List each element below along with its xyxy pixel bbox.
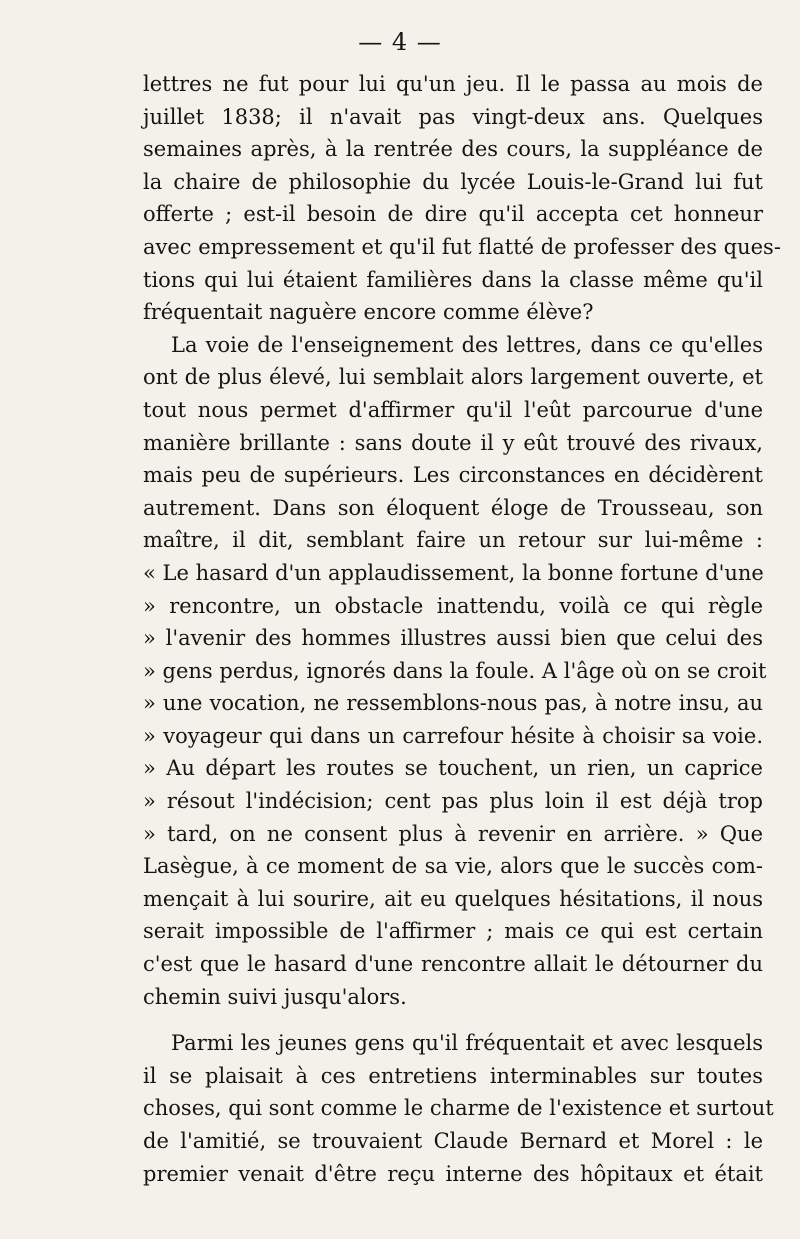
text-line: semaines après, à la rentrée des cours, la suppléance de: [143, 137, 763, 162]
text-line: » résout l'indécision; cent pas plus loin il est déjà trop: [143, 789, 763, 814]
text-line: mençait à lui sourire, ait eu quelques hésitations, il nous: [143, 886, 763, 911]
body-text: [143, 68, 781, 1190]
text-line: de l'amitié, se trouvaient Claude Bernard et Morel : le: [143, 1129, 763, 1153]
text-line: c'est que le hasard d'une rencontre allait le détourner du: [143, 952, 763, 977]
text-line: tout nous permet d'affirmer qu'il l'eût parcourue d'une: [143, 397, 763, 422]
text-line: » Au départ les routes se touchent, un rien, un caprice: [143, 756, 763, 781]
text-line: » voyageur qui dans un carrefour hésite à choisir sa voie.: [143, 723, 763, 748]
paragraph-gap: [143, 1013, 763, 1027]
text-line: ont de plus élevé, lui semblait alors largement ouverte, et: [143, 365, 763, 390]
text-line: autrement. Dans son éloquent éloge de Trousseau, son: [143, 495, 763, 520]
page-number: — 4 —: [358, 28, 442, 56]
text-line: tions qui lui étaient familières dans la classe même qu'il: [143, 267, 763, 292]
text-line: manière brillante : sans doute il y eût trouvé des rivaux,: [143, 430, 763, 455]
text-line: serait impossible de l'affirmer ; mais ce qui est certain: [143, 919, 763, 944]
text-line: Lasègue, à ce moment de sa vie, alors que le succès com-: [143, 854, 763, 879]
text-line: » une vocation, ne ressemblons-nous pas, à notre insu, au: [143, 691, 763, 716]
text-line: » rencontre, un obstacle inattendu, voilà ce qui règle: [143, 593, 763, 618]
text-line: offerte ; est-il besoin de dire qu'il accepta cet honneur: [143, 202, 763, 227]
text-line: » tard, on ne consent plus à revenir en arrière. » Que: [143, 821, 763, 846]
text-line: » l'avenir des hommes illustres aussi bien que celui des: [143, 626, 763, 651]
text-line: premier venait d'être reçu interne des hôpitaux et était: [143, 1161, 763, 1186]
text-line: La voie de l'enseignement des lettres, dans ce qu'elles: [171, 332, 763, 357]
text-line: la chaire de philosophie du lycée Louis-le-Grand lui fut: [143, 169, 763, 194]
text-line: fréquentait naguère encore comme élève?: [143, 300, 594, 325]
text-line: chemin suivi jusqu'alors.: [143, 984, 407, 1009]
paragraph: [143, 68, 781, 329]
paragraph: [143, 329, 767, 1013]
paragraph: [143, 1027, 774, 1190]
text-line: » gens perdus, ignorés dans la foule. A l'âge où on se croit: [143, 658, 767, 683]
text-line: juillet 1838; il n'avait pas vingt-deux ans. Quelques: [143, 104, 763, 129]
text-line: « Le hasard d'un applaudissement, la bonne fortune d'une: [143, 560, 764, 585]
text-line: choses, qui sont comme le charme de l'existence et surtout: [143, 1096, 774, 1121]
text-line: Parmi les jeunes gens qu'il fréquentait et avec lesquels: [171, 1031, 763, 1056]
text-line: il se plaisait à ces entretiens interminables sur toutes: [143, 1063, 763, 1088]
text-line: avec empressement et qu'il fut flatté de professer des ques-: [143, 234, 781, 259]
text-line: mais peu de supérieurs. Les circonstances en décidèrent: [143, 463, 763, 488]
text-line: maître, il dit, semblant faire un retour sur lui-même :: [143, 528, 763, 553]
text-line: lettres ne fut pour lui qu'un jeu. Il le passa au mois de: [143, 72, 763, 96]
